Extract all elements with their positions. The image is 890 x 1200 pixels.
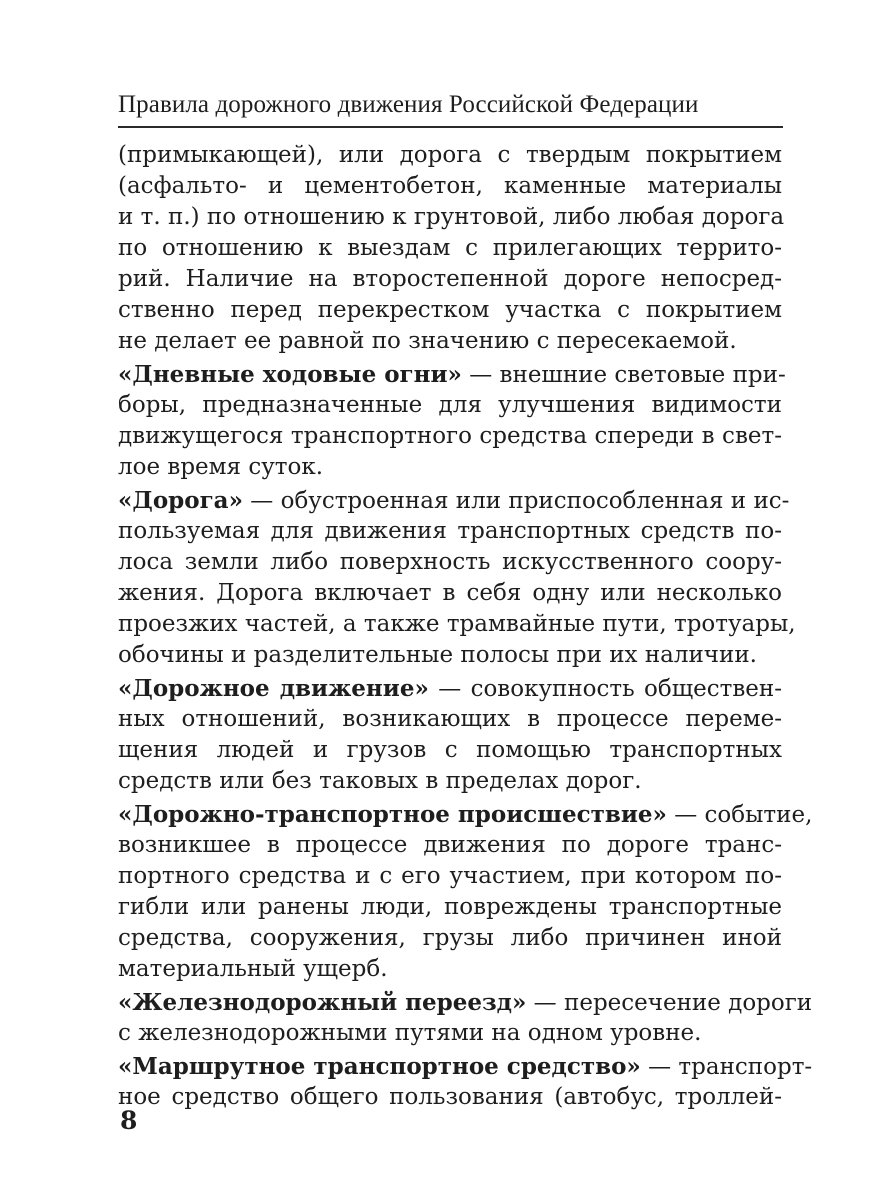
defined-term: «Дневные ходовые огни» (118, 361, 462, 388)
line-text: по отношению к выездам с прилегающих террито- (118, 235, 782, 261)
body-text (118, 140, 813, 1113)
line-text: возникшее в процессе движения по дороге транс- (118, 832, 782, 858)
line-text: ственно перед перекрестком участка с покрытием (118, 297, 782, 323)
definition-line (118, 799, 813, 830)
definition-line (118, 673, 782, 704)
text-line (118, 954, 782, 985)
running-head: Правила дорожного движения Российской Федерации (118, 91, 699, 118)
line-text: с железнодорожными путями на одном уровне. (118, 1020, 702, 1046)
line-text: средства, сооружения, грузы либо причинен иной (118, 925, 782, 951)
text-line (118, 1018, 782, 1049)
text-line (118, 547, 782, 578)
definition-line (118, 485, 790, 516)
line-text: средств или без таковых в пределах дорог. (118, 768, 642, 794)
definition-line (118, 1051, 813, 1082)
line-text: материальный ущерб. (118, 956, 388, 982)
line-text: не делает ее равной по значению с пересекаемой. (118, 328, 737, 354)
line-text: ных отношений, возникающих в процессе переме- (118, 706, 782, 732)
text-line (118, 861, 782, 892)
text-line (118, 609, 796, 640)
text-line (118, 421, 782, 452)
text-line (118, 704, 782, 735)
line-text: щения людей и грузов с помощью транспортных (118, 737, 782, 763)
header-rule (118, 126, 783, 128)
line-text: — обустроенная или приспособленная и ис- (242, 488, 790, 514)
line-text: проезжих частей, а также трамвайные пути, тротуары, (118, 611, 796, 637)
line-text: лое время суток. (118, 454, 324, 480)
line-text: (асфальто- и цементобетон, каменные материалы (118, 173, 782, 199)
line-text: — внешние световые при- (461, 362, 786, 388)
text-line (118, 766, 782, 797)
line-text: ное средство общего пользования (автобус, троллей- (118, 1084, 782, 1110)
page-number: 8 (120, 1106, 138, 1135)
text-line (118, 171, 782, 202)
defined-term: «Дорожное движение» (118, 675, 429, 702)
line-text: движущегося транспортного средства спереди в свет- (118, 423, 782, 449)
defined-term: «Дорожно-транспортное происшествие» (118, 801, 667, 828)
text-line (118, 640, 782, 671)
defined-term: «Железнодорожный переезд» (118, 989, 527, 1016)
text-line (118, 892, 782, 923)
text-line (118, 326, 782, 357)
text-line (118, 452, 782, 483)
line-text: боры, предназначенные для улучшения видимости (118, 392, 782, 418)
line-text: жения. Дорога включает в себя одну или несколько (118, 580, 782, 606)
text-line (118, 390, 782, 421)
text-line (118, 830, 782, 861)
definition-line (118, 987, 813, 1018)
line-text: пользуемая для движения транспортных средств по- (118, 518, 782, 544)
text-line (118, 735, 782, 766)
text-line (118, 264, 782, 295)
line-text: и т. п.) по отношению к грунтовой, либо любая дорога (118, 204, 785, 230)
text-line (118, 140, 782, 171)
line-text: гибли или ранены люди, повреждены транспортные (118, 894, 782, 920)
text-line (118, 233, 782, 264)
line-text: (примыкающей), или дорога с твердым покрытием (118, 142, 782, 168)
line-text: портного средства и с его участием, при котором по- (118, 863, 782, 889)
line-text: рий. Наличие на второстепенной дороге непосред- (118, 266, 782, 292)
line-text: обочины и разделительные полосы при их наличии. (118, 642, 757, 668)
text-line (118, 923, 782, 954)
text-line (118, 1082, 782, 1113)
line-text: — совокупность обществен- (428, 676, 782, 702)
text-line (118, 578, 782, 609)
defined-term: «Маршрутное транспортное средство» (118, 1053, 641, 1080)
text-line (118, 295, 782, 326)
line-text: — транспорт- (640, 1054, 813, 1080)
line-text: лоса земли либо поверхность искусственного соору- (118, 549, 782, 575)
text-line (118, 202, 785, 233)
text-line (118, 516, 782, 547)
line-text: — событие, (666, 802, 813, 828)
definition-line (118, 359, 786, 390)
line-text: — пересечение дороги (526, 990, 813, 1016)
defined-term: «Дорога» (118, 487, 243, 514)
